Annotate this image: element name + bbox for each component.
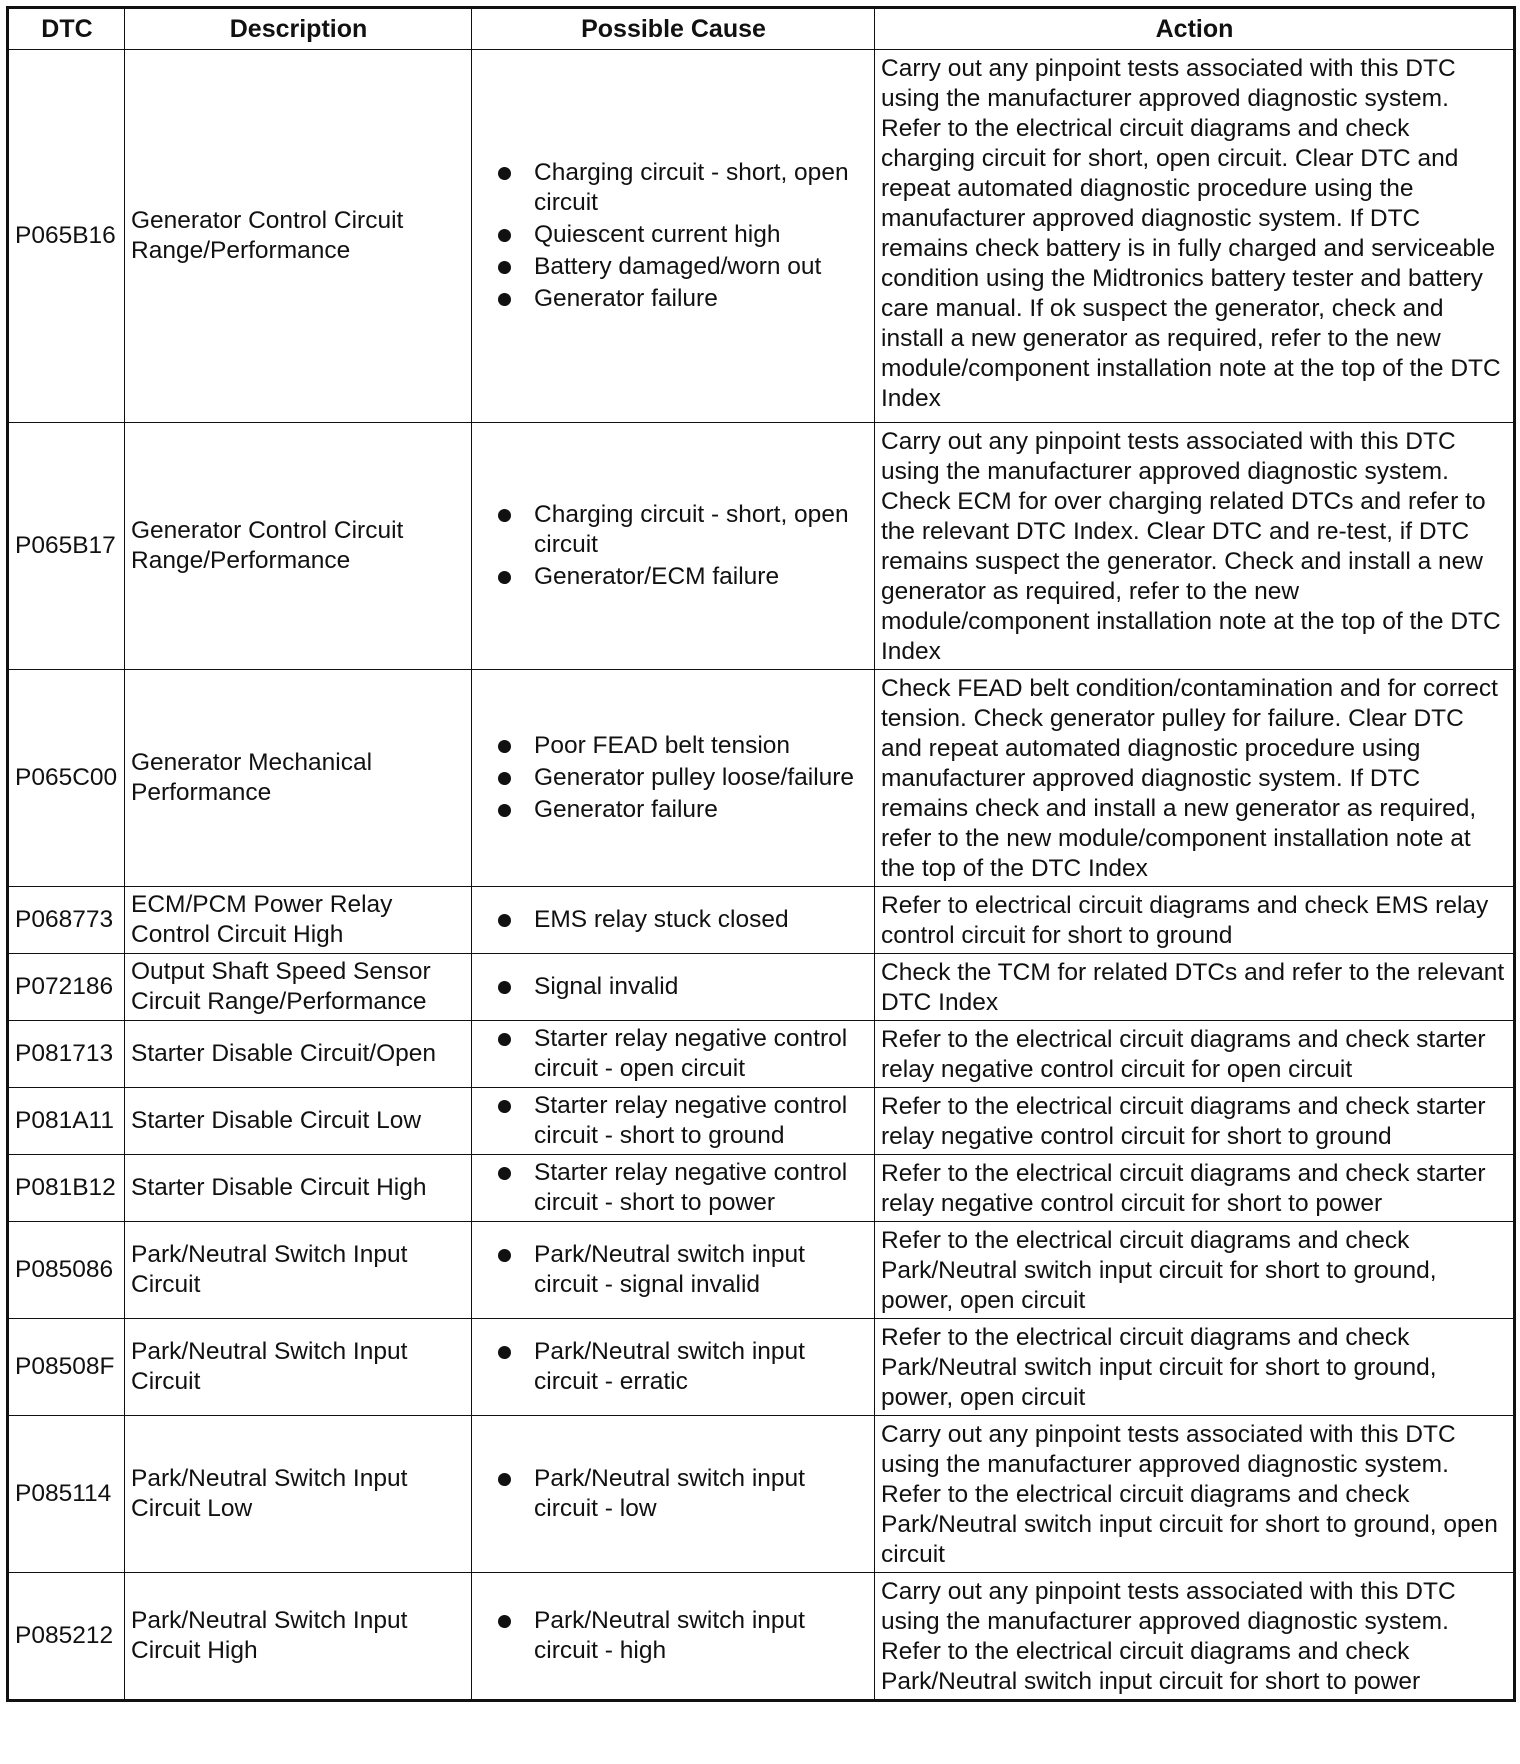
- dtc-code: P081A11: [8, 1088, 125, 1155]
- possible-cause-cell: [472, 1021, 875, 1088]
- dtc-action: Refer to the electrical circuit diagrams and check Park/Neutral switch input circuit for short to ground, power, open circuit: [875, 1222, 1515, 1319]
- dtc-code: P065B16: [8, 50, 125, 423]
- possible-cause-item: EMS relay stuck closed: [534, 905, 869, 935]
- possible-cause-list: [478, 972, 869, 1002]
- possible-cause-list: [478, 1158, 869, 1218]
- possible-cause-cell: [472, 1573, 875, 1701]
- possible-cause-item: Generator pulley loose/failure: [534, 763, 869, 793]
- header-dtc: DTC: [8, 8, 125, 50]
- dtc-description: Starter Disable Circuit Low: [125, 1088, 472, 1155]
- dtc-action: Refer to the electrical circuit diagrams and check starter relay negative control circuit for short to power: [875, 1155, 1515, 1222]
- table-row: [8, 1088, 1515, 1155]
- dtc-description: Park/Neutral Switch Input Circuit High: [125, 1573, 472, 1701]
- dtc-description: Generator Control Circuit Range/Performance: [125, 50, 472, 423]
- dtc-description: Starter Disable Circuit High: [125, 1155, 472, 1222]
- dtc-action: Check the TCM for related DTCs and refer to the relevant DTC Index: [875, 954, 1515, 1021]
- table-row: [8, 1573, 1515, 1701]
- header-row: [8, 8, 1515, 50]
- dtc-description: Park/Neutral Switch Input Circuit: [125, 1319, 472, 1416]
- possible-cause-list: [478, 1240, 869, 1300]
- possible-cause-item: Park/Neutral switch input circuit - low: [534, 1464, 869, 1524]
- possible-cause-item: Starter relay negative control circuit - open circuit: [534, 1024, 869, 1084]
- possible-cause-list: [478, 905, 869, 935]
- possible-cause-item: Battery damaged/worn out: [534, 252, 869, 282]
- possible-cause-item: Starter relay negative control circuit - short to power: [534, 1158, 869, 1218]
- possible-cause-list: [478, 1091, 869, 1151]
- dtc-description: Generator Mechanical Performance: [125, 670, 472, 887]
- header-action: Action: [875, 8, 1515, 50]
- dtc-code: P072186: [8, 954, 125, 1021]
- dtc-description: Park/Neutral Switch Input Circuit: [125, 1222, 472, 1319]
- dtc-code: P068773: [8, 887, 125, 954]
- possible-cause-list: [478, 158, 869, 314]
- possible-cause-item: Park/Neutral switch input circuit - high: [534, 1606, 869, 1666]
- table-row: [8, 954, 1515, 1021]
- possible-cause-item: Park/Neutral switch input circuit - erratic: [534, 1337, 869, 1397]
- possible-cause-item: Quiescent current high: [534, 220, 869, 250]
- dtc-action: Check FEAD belt condition/contamination and for correct tension. Check generator pulley for failure. Clear DTC and repeat automated diagnostic procedure using manufacturer approved diagnostic system. If DTC remains check and install a new generator as required, refer to the new module/component installation note at the top of the DTC Index: [875, 670, 1515, 887]
- dtc-description: Park/Neutral Switch Input Circuit Low: [125, 1416, 472, 1573]
- dtc-action: Carry out any pinpoint tests associated with this DTC using the manufacturer approved diagnostic system. Refer to the electrical circuit diagrams and check charging circuit for short, open circuit. Clear DTC and repeat automated diagnostic procedure using the manufacturer approved diagnostic system. If DTC remains check battery is in fully charged and serviceable condition using the Midtronics battery tester and battery care manual. If ok suspect the generator, check and install a new generator as required, refer to the new module/component installation note at the top of the DTC Index: [875, 50, 1515, 423]
- dtc-description: Generator Control Circuit Range/Performance: [125, 423, 472, 670]
- table-row: [8, 1222, 1515, 1319]
- possible-cause-list: [478, 500, 869, 592]
- possible-cause-list: [478, 1337, 869, 1397]
- possible-cause-cell: [472, 1319, 875, 1416]
- possible-cause-item: Generator failure: [534, 795, 869, 825]
- dtc-action: Carry out any pinpoint tests associated with this DTC using the manufacturer approved diagnostic system. Refer to the electrical circuit diagrams and check Park/Neutral switch input circuit for short to power: [875, 1573, 1515, 1701]
- table-row: [8, 423, 1515, 670]
- possible-cause-item: Park/Neutral switch input circuit - signal invalid: [534, 1240, 869, 1300]
- dtc-code: P081B12: [8, 1155, 125, 1222]
- table-body: [8, 50, 1515, 1701]
- dtc-description: ECM/PCM Power Relay Control Circuit High: [125, 887, 472, 954]
- table-row: [8, 50, 1515, 423]
- table-row: [8, 1155, 1515, 1222]
- possible-cause-item: Charging circuit - short, open circuit: [534, 158, 869, 218]
- possible-cause-list: [478, 1464, 869, 1524]
- possible-cause-cell: [472, 50, 875, 423]
- dtc-action: Refer to electrical circuit diagrams and check EMS relay control circuit for short to ground: [875, 887, 1515, 954]
- possible-cause-item: Generator/ECM failure: [534, 562, 869, 592]
- possible-cause-item: Generator failure: [534, 284, 869, 314]
- dtc-code: P085212: [8, 1573, 125, 1701]
- possible-cause-item: Signal invalid: [534, 972, 869, 1002]
- possible-cause-list: [478, 1024, 869, 1084]
- dtc-description: Starter Disable Circuit/Open: [125, 1021, 472, 1088]
- dtc-description: Output Shaft Speed Sensor Circuit Range/Performance: [125, 954, 472, 1021]
- dtc-code: P085086: [8, 1222, 125, 1319]
- dtc-table: [6, 6, 1516, 1702]
- possible-cause-item: Poor FEAD belt tension: [534, 731, 869, 761]
- header-possible-cause: Possible Cause: [472, 8, 875, 50]
- dtc-code: P085114: [8, 1416, 125, 1573]
- possible-cause-cell: [472, 1416, 875, 1573]
- possible-cause-cell: [472, 1088, 875, 1155]
- dtc-code: P081713: [8, 1021, 125, 1088]
- dtc-action: Refer to the electrical circuit diagrams and check starter relay negative control circuit for short to ground: [875, 1088, 1515, 1155]
- table-row: [8, 670, 1515, 887]
- table-row: [8, 1416, 1515, 1573]
- possible-cause-list: [478, 1606, 869, 1666]
- header-description: Description: [125, 8, 472, 50]
- possible-cause-cell: [472, 887, 875, 954]
- dtc-code: P08508F: [8, 1319, 125, 1416]
- table-row: [8, 887, 1515, 954]
- possible-cause-item: Charging circuit - short, open circuit: [534, 500, 869, 560]
- possible-cause-cell: [472, 670, 875, 887]
- table-row: [8, 1021, 1515, 1088]
- dtc-action: Carry out any pinpoint tests associated with this DTC using the manufacturer approved diagnostic system. Check ECM for over charging related DTCs and refer to the relevant DTC Index. Clear DTC and re-test, if DTC remains suspect the generator. Check and install a new generator as required, refer to the new module/component installation note at the top of the DTC Index: [875, 423, 1515, 670]
- possible-cause-item: Starter relay negative control circuit - short to ground: [534, 1091, 869, 1151]
- dtc-code: P065B17: [8, 423, 125, 670]
- possible-cause-list: [478, 731, 869, 825]
- dtc-action: Carry out any pinpoint tests associated with this DTC using the manufacturer approved diagnostic system. Refer to the electrical circuit diagrams and check Park/Neutral switch input circuit for short to ground, open circuit: [875, 1416, 1515, 1573]
- possible-cause-cell: [472, 1155, 875, 1222]
- dtc-action: Refer to the electrical circuit diagrams and check Park/Neutral switch input circuit for short to ground, power, open circuit: [875, 1319, 1515, 1416]
- dtc-code: P065C00: [8, 670, 125, 887]
- table-row: [8, 1319, 1515, 1416]
- dtc-action: Refer to the electrical circuit diagrams and check starter relay negative control circuit for open circuit: [875, 1021, 1515, 1088]
- possible-cause-cell: [472, 954, 875, 1021]
- possible-cause-cell: [472, 423, 875, 670]
- possible-cause-cell: [472, 1222, 875, 1319]
